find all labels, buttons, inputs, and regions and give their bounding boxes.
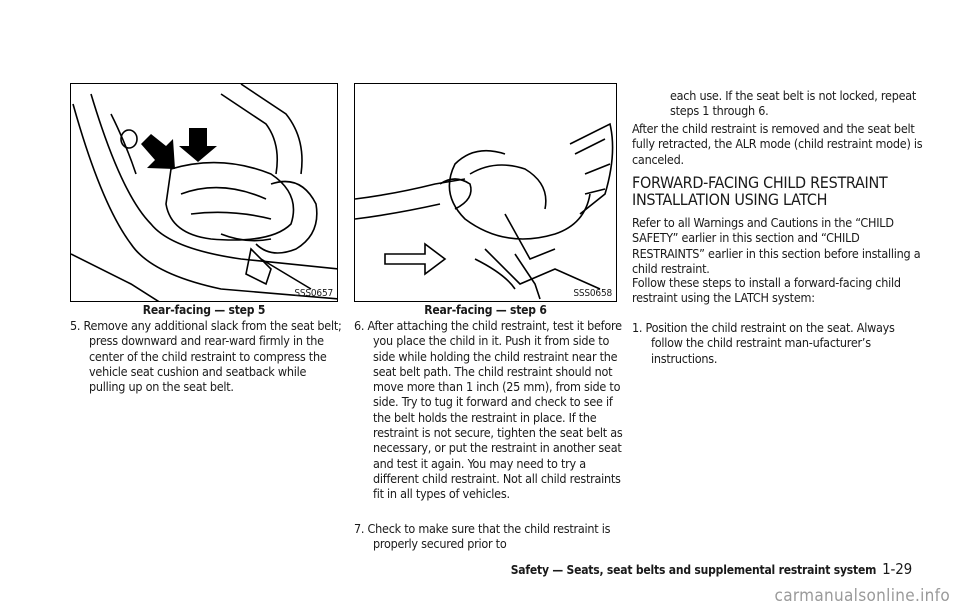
watermark: carmanualsonline.info (774, 586, 950, 606)
step-5-paragraph (70, 318, 342, 394)
follow-paragraph (632, 275, 926, 306)
figure-rear-facing-step5 (70, 83, 338, 302)
step-6-paragraph (354, 318, 626, 502)
person-pressing-child-seat-icon (71, 84, 338, 302)
footer-section-title: Safety — Seats, seat belts and supplemental restraint system (510, 563, 877, 577)
step-1-text: 1. Position the child restraint on the seat. Always follow the child restraint man-ufacturer’s instructions. (632, 320, 895, 366)
alr-paragraph (632, 121, 926, 167)
refer-paragraph (632, 215, 926, 276)
page-number: 1-29 (882, 560, 912, 578)
section-heading: FORWARD-FACING CHILD RESTRAINT INSTALLATION USING LATCH (632, 173, 888, 209)
figure-code: SSS0658 (573, 288, 612, 299)
follow-text: Follow these steps to install a forward-facing child restraint using the LATCH system: (632, 275, 901, 306)
alr-text: After the child restraint is removed and the seat belt fully retracted, the ALR mode (child restraint mode) is canceled. (632, 121, 923, 167)
figure-rear-facing-step6 (354, 83, 617, 302)
figure-code: SSS0657 (294, 288, 333, 299)
hand-testing-child-seat-icon (355, 84, 617, 302)
step-7-paragraph (354, 521, 626, 552)
figure-caption: Rear-facing — step 6 (424, 303, 547, 317)
step-7-continued (651, 88, 926, 119)
step-7-continued-text: each use. If the seat belt is not locked, repeat steps 1 through 6. (670, 88, 917, 119)
step-6-text: 6. After attaching the child restraint, test it before you place the child in it. Push it from side to side while holding the child restraint near the seat belt path. The child restraint should not move more than 1 inch (25 mm), from side to side. Try to tug it forward and check to see if the belt holds the restraint in place. If the restraint is not secure, tighten the seat belt as necessary, or put the restraint in another seat and test it again. You may need to try a different child restraint. Not all child restraints fit in all types of vehicles. (354, 318, 623, 502)
figure-caption: Rear-facing — step 5 (142, 303, 266, 317)
step-7-text: 7. Check to make sure that the child restraint is properly secured prior to (354, 521, 611, 552)
step-1-paragraph (632, 320, 926, 366)
page-footer (511, 560, 912, 578)
refer-text: Refer to all Warnings and Cautions in the “CHILD SAFETY” earlier in this section and “CHILD RESTRAINTS” earlier in this section before installing a child restraint. (632, 215, 921, 276)
step-5-text: 5. Remove any additional slack from the seat belt; press downward and rear-ward firmly in the center of the child restraint to compress the vehicle seat cushion and seatback while pulling up on the seat belt. (70, 318, 342, 395)
